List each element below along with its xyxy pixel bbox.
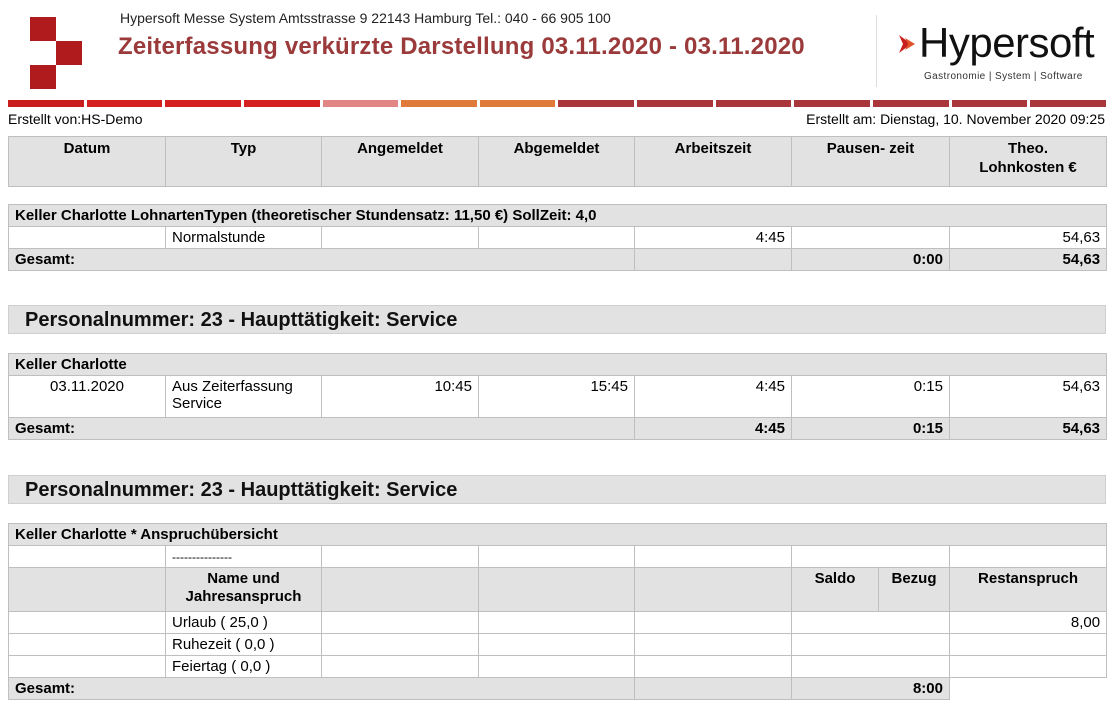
col-arbeitszeit: Arbeitszeit: [635, 137, 792, 187]
stripe-segment: [558, 100, 634, 107]
total-row: Gesamt: 4:45 0:15 54,63: [9, 418, 1107, 440]
zeiterfassung-table: [8, 353, 1107, 440]
stripe-segment: [323, 100, 399, 107]
column-header-table: [8, 136, 1107, 187]
table-row: 03.11.2020 Aus Zeiterfassung Service 10:45 15:45 4:45 0:15 54,63: [9, 376, 1107, 418]
table-row: Urlaub ( 25,0 ) 8,00: [9, 612, 1107, 634]
stripe-segment: [794, 100, 870, 107]
total-row: Gesamt: 8:00: [9, 678, 1107, 700]
stripe-segment: [716, 100, 792, 107]
report-title: Zeiterfassung verkürzte Darstellung 03.11.2020 - 03.11.2020: [118, 33, 805, 60]
col-typ: Typ: [166, 137, 322, 187]
section-title: Personalnummer: 23 - Haupttätigkeit: Service: [8, 475, 1106, 504]
stripe-segment: [8, 100, 84, 107]
stripe-segment: [165, 100, 241, 107]
stripe-segment: [1030, 100, 1106, 107]
stripe-segment: [873, 100, 949, 107]
total-row: Gesamt: 0:00 54,63: [9, 249, 1107, 271]
anspruch-table: Keller Charlotte * Anspruchübersicht --------------- Name und Jahresanspruch Saldo Bezug Restanspruch Urlaub ( 25,0 ) 8,00 Ruhezeit ( 0,0 ) Feiertag ( 0,0 ) Gesamt: 8:00: [8, 523, 1107, 700]
company-address: Hypersoft Messe System Amtsstrasse 9 22143 Hamburg Tel.: 040 - 66 905 100: [120, 10, 611, 26]
col-abgemeldet: Abgemeldet: [479, 137, 635, 187]
report-header: [0, 0, 1113, 98]
created-by: Erstellt von:HS-Demo: [8, 111, 143, 127]
brand-name: Hypersoft: [919, 19, 1095, 66]
col-angemeldet: Angemeldet: [322, 137, 479, 187]
brand-logo: [876, 15, 1106, 87]
stripe-segment: [401, 100, 477, 107]
lohnarten-heading: Keller Charlotte LohnartenTypen (theoretischer Stundensatz: 11,50 €) SollZeit: 4,0: [9, 205, 1107, 227]
table-row: Normalstunde 4:45 54,63: [9, 227, 1107, 249]
brand-tagline: Gastronomie | System | Software: [924, 71, 1083, 82]
brand-arrow-icon: [897, 33, 919, 55]
company-logo-icon: [30, 17, 82, 89]
table-row: Feiertag ( 0,0 ): [9, 656, 1107, 678]
stripe-segment: [480, 100, 556, 107]
col-datum: Datum: [9, 137, 166, 187]
color-stripe: [8, 100, 1106, 107]
anspruch-heading: Keller Charlotte * Anspruchübersicht: [9, 524, 1107, 546]
created-at: Erstellt am: Dienstag, 10. November 2020 09:25: [806, 111, 1105, 127]
table-row: Ruhezeit ( 0,0 ): [9, 634, 1107, 656]
lohnarten-table: [8, 204, 1107, 271]
employee-heading: Keller Charlotte: [9, 354, 1107, 376]
anspruch-subheader: Name und Jahresanspruch Saldo Bezug Restanspruch: [9, 568, 1107, 612]
stripe-segment: [87, 100, 163, 107]
stripe-segment: [637, 100, 713, 107]
section-title: Personalnummer: 23 - Haupttätigkeit: Service: [8, 305, 1106, 334]
stripe-segment: [952, 100, 1028, 107]
stripe-segment: [244, 100, 320, 107]
col-pausenzeit: Pausen- zeit: [792, 137, 950, 187]
col-lohnkosten: Theo. Lohnkosten €: [950, 137, 1107, 187]
